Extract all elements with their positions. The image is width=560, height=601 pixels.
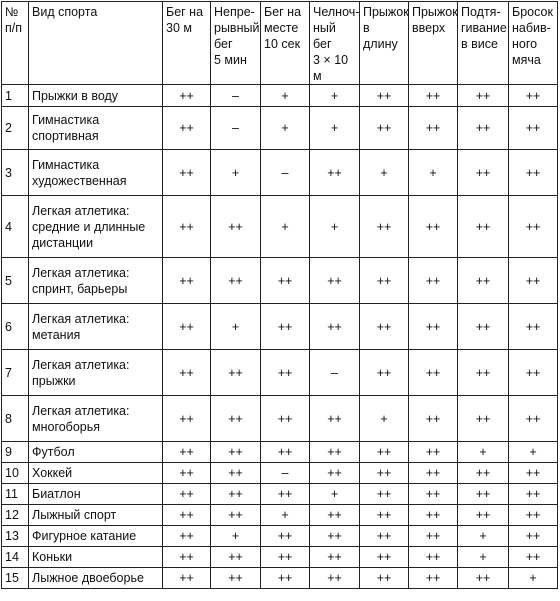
mark-cell: ++ [509, 85, 558, 107]
sports-assessment-table [1, 1, 558, 589]
mark-cell: ++ [163, 396, 211, 442]
mark-cell: ++ [360, 505, 409, 526]
mark-cell: ++ [310, 526, 360, 547]
table-row [2, 350, 558, 396]
mark-cell: ++ [211, 505, 261, 526]
header-number: № п/п [2, 2, 29, 85]
mark-cell: ++ [409, 568, 458, 589]
row-number: 14 [2, 547, 29, 568]
table-row [2, 442, 558, 463]
mark-cell: ++ [261, 350, 310, 396]
mark-cell: ++ [458, 107, 509, 150]
header-long-jump: Прыжок в длину [360, 2, 409, 85]
mark-cell: + [261, 196, 310, 258]
mark-cell: ++ [163, 258, 211, 304]
mark-cell: ++ [163, 350, 211, 396]
table-row [2, 196, 558, 258]
mark-cell: ++ [509, 258, 558, 304]
mark-cell: + [458, 442, 509, 463]
mark-cell: ++ [360, 258, 409, 304]
mark-cell: ++ [310, 150, 360, 196]
header-pull-up: Подтя- гивание в висе [458, 2, 509, 85]
table-body [2, 85, 558, 589]
mark-cell: ++ [458, 505, 509, 526]
mark-cell: – [211, 107, 261, 150]
mark-cell: ++ [310, 463, 360, 484]
mark-cell: ++ [211, 463, 261, 484]
mark-cell: ++ [409, 526, 458, 547]
row-number: 3 [2, 150, 29, 196]
mark-cell: ++ [409, 107, 458, 150]
mark-cell: ++ [409, 463, 458, 484]
mark-cell: + [310, 107, 360, 150]
row-number: 13 [2, 526, 29, 547]
mark-cell: ++ [310, 258, 360, 304]
mark-cell: ++ [163, 463, 211, 484]
mark-cell: ++ [360, 442, 409, 463]
row-number: 8 [2, 396, 29, 442]
header-sport: Вид спорта [29, 2, 163, 85]
sport-name: Лыжное двоеборье [29, 568, 163, 589]
sport-name: Лыжный спорт [29, 505, 163, 526]
row-number: 2 [2, 107, 29, 150]
row-number: 6 [2, 304, 29, 350]
table-row [2, 568, 558, 589]
table-header [2, 2, 558, 85]
mark-cell: ++ [458, 350, 509, 396]
mark-cell: ++ [211, 350, 261, 396]
mark-cell: ++ [163, 196, 211, 258]
mark-cell: ++ [163, 85, 211, 107]
mark-cell: + [261, 85, 310, 107]
table-row [2, 463, 558, 484]
mark-cell: ++ [509, 107, 558, 150]
mark-cell: ++ [261, 568, 310, 589]
mark-cell: ++ [310, 304, 360, 350]
mark-cell: ++ [163, 568, 211, 589]
mark-cell: ++ [360, 85, 409, 107]
mark-cell: + [458, 547, 509, 568]
mark-cell: ++ [458, 196, 509, 258]
row-number: 9 [2, 442, 29, 463]
mark-cell: ++ [409, 547, 458, 568]
mark-cell: ++ [261, 526, 310, 547]
mark-cell: ++ [261, 484, 310, 505]
mark-cell: ++ [458, 85, 509, 107]
table-row [2, 107, 558, 150]
mark-cell: ++ [261, 304, 310, 350]
mark-cell: ++ [310, 568, 360, 589]
mark-cell: ++ [163, 304, 211, 350]
mark-cell: ++ [360, 526, 409, 547]
header-continuous-run: Непре- рывный бег 5 мин [211, 2, 261, 85]
mark-cell: ++ [310, 396, 360, 442]
mark-cell: ++ [163, 150, 211, 196]
mark-cell: ++ [360, 484, 409, 505]
mark-cell: ++ [261, 396, 310, 442]
sport-name: Легкая атлетика: спринт, барьеры [29, 258, 163, 304]
mark-cell: ++ [310, 505, 360, 526]
table-row [2, 547, 558, 568]
table-row [2, 304, 558, 350]
mark-cell: + [458, 526, 509, 547]
row-number: 15 [2, 568, 29, 589]
mark-cell: ++ [409, 350, 458, 396]
table-row [2, 85, 558, 107]
mark-cell: + [360, 150, 409, 196]
mark-cell: ++ [211, 396, 261, 442]
sport-name: Легкая атлетика: многоборья [29, 396, 163, 442]
header-ball-throw: Бросок набив- ного мяча [509, 2, 558, 85]
mark-cell: – [211, 85, 261, 107]
mark-cell: ++ [310, 442, 360, 463]
mark-cell: + [360, 396, 409, 442]
mark-cell: ++ [458, 304, 509, 350]
row-number: 7 [2, 350, 29, 396]
mark-cell: + [211, 150, 261, 196]
header-row [2, 2, 558, 85]
mark-cell: ++ [211, 442, 261, 463]
mark-cell: ++ [509, 505, 558, 526]
sport-name: Фигурное катание [29, 526, 163, 547]
mark-cell: + [310, 484, 360, 505]
header-run-in-place: Бег на месте 10 сек [261, 2, 310, 85]
mark-cell: ++ [261, 258, 310, 304]
table-row [2, 258, 558, 304]
mark-cell: ++ [261, 442, 310, 463]
sport-name: Гимнастика художественная [29, 150, 163, 196]
mark-cell: ++ [409, 258, 458, 304]
row-number: 1 [2, 85, 29, 107]
mark-cell: + [310, 85, 360, 107]
mark-cell: ++ [509, 547, 558, 568]
mark-cell: ++ [163, 526, 211, 547]
mark-cell: ++ [409, 505, 458, 526]
mark-cell: ++ [509, 396, 558, 442]
row-number: 4 [2, 196, 29, 258]
table-row [2, 484, 558, 505]
mark-cell: ++ [310, 547, 360, 568]
sport-name: Легкая атлетика: прыжки [29, 350, 163, 396]
mark-cell: ++ [211, 258, 261, 304]
mark-cell: – [261, 463, 310, 484]
mark-cell: ++ [509, 484, 558, 505]
mark-cell: ++ [409, 196, 458, 258]
mark-cell: ++ [509, 463, 558, 484]
mark-cell: ++ [360, 547, 409, 568]
table-row [2, 526, 558, 547]
mark-cell: ++ [509, 150, 558, 196]
mark-cell: ++ [458, 568, 509, 589]
mark-cell: + [310, 196, 360, 258]
mark-cell: ++ [360, 463, 409, 484]
mark-cell: ++ [360, 350, 409, 396]
mark-cell: ++ [211, 568, 261, 589]
mark-cell: ++ [409, 85, 458, 107]
sport-name: Гимнастика спортивная [29, 107, 163, 150]
table-row [2, 150, 558, 196]
mark-cell: ++ [163, 547, 211, 568]
mark-cell: ++ [360, 304, 409, 350]
mark-cell: ++ [211, 547, 261, 568]
mark-cell: ++ [509, 350, 558, 396]
mark-cell: ++ [211, 196, 261, 258]
mark-cell: ++ [360, 107, 409, 150]
mark-cell: ++ [458, 463, 509, 484]
mark-cell: ++ [360, 196, 409, 258]
header-high-jump: Прыжок вверх [409, 2, 458, 85]
mark-cell: ++ [509, 196, 558, 258]
mark-cell: + [409, 150, 458, 196]
sport-name: Футбол [29, 442, 163, 463]
mark-cell: ++ [509, 304, 558, 350]
mark-cell: – [310, 350, 360, 396]
sport-name: Биатлон [29, 484, 163, 505]
mark-cell: ++ [409, 484, 458, 505]
mark-cell: ++ [163, 484, 211, 505]
sport-name: Легкая атлетика: средние и длинные дистанции [29, 196, 163, 258]
table-row [2, 396, 558, 442]
mark-cell: ++ [360, 568, 409, 589]
row-number: 10 [2, 463, 29, 484]
mark-cell: ++ [409, 396, 458, 442]
mark-cell: – [261, 150, 310, 196]
row-number: 5 [2, 258, 29, 304]
mark-cell: ++ [163, 505, 211, 526]
header-shuttle-run: Челноч- ный бег 3 × 10 м [310, 2, 360, 85]
table-row [2, 505, 558, 526]
mark-cell: + [211, 526, 261, 547]
row-number: 11 [2, 484, 29, 505]
mark-cell: ++ [163, 442, 211, 463]
row-number: 12 [2, 505, 29, 526]
sport-name: Хоккей [29, 463, 163, 484]
sport-name: Коньки [29, 547, 163, 568]
mark-cell: ++ [458, 150, 509, 196]
sport-name: Прыжки в воду [29, 85, 163, 107]
mark-cell: + [509, 568, 558, 589]
mark-cell: + [261, 505, 310, 526]
mark-cell: ++ [458, 484, 509, 505]
mark-cell: ++ [409, 304, 458, 350]
mark-cell: ++ [261, 547, 310, 568]
mark-cell: ++ [163, 107, 211, 150]
mark-cell: ++ [509, 526, 558, 547]
header-run-30m: Бег на 30 м [163, 2, 211, 85]
mark-cell: ++ [211, 484, 261, 505]
mark-cell: + [211, 304, 261, 350]
sport-name: Легкая атлетика: метания [29, 304, 163, 350]
mark-cell: ++ [458, 258, 509, 304]
mark-cell: + [261, 107, 310, 150]
mark-cell: ++ [409, 442, 458, 463]
mark-cell: ++ [458, 396, 509, 442]
mark-cell: + [509, 442, 558, 463]
